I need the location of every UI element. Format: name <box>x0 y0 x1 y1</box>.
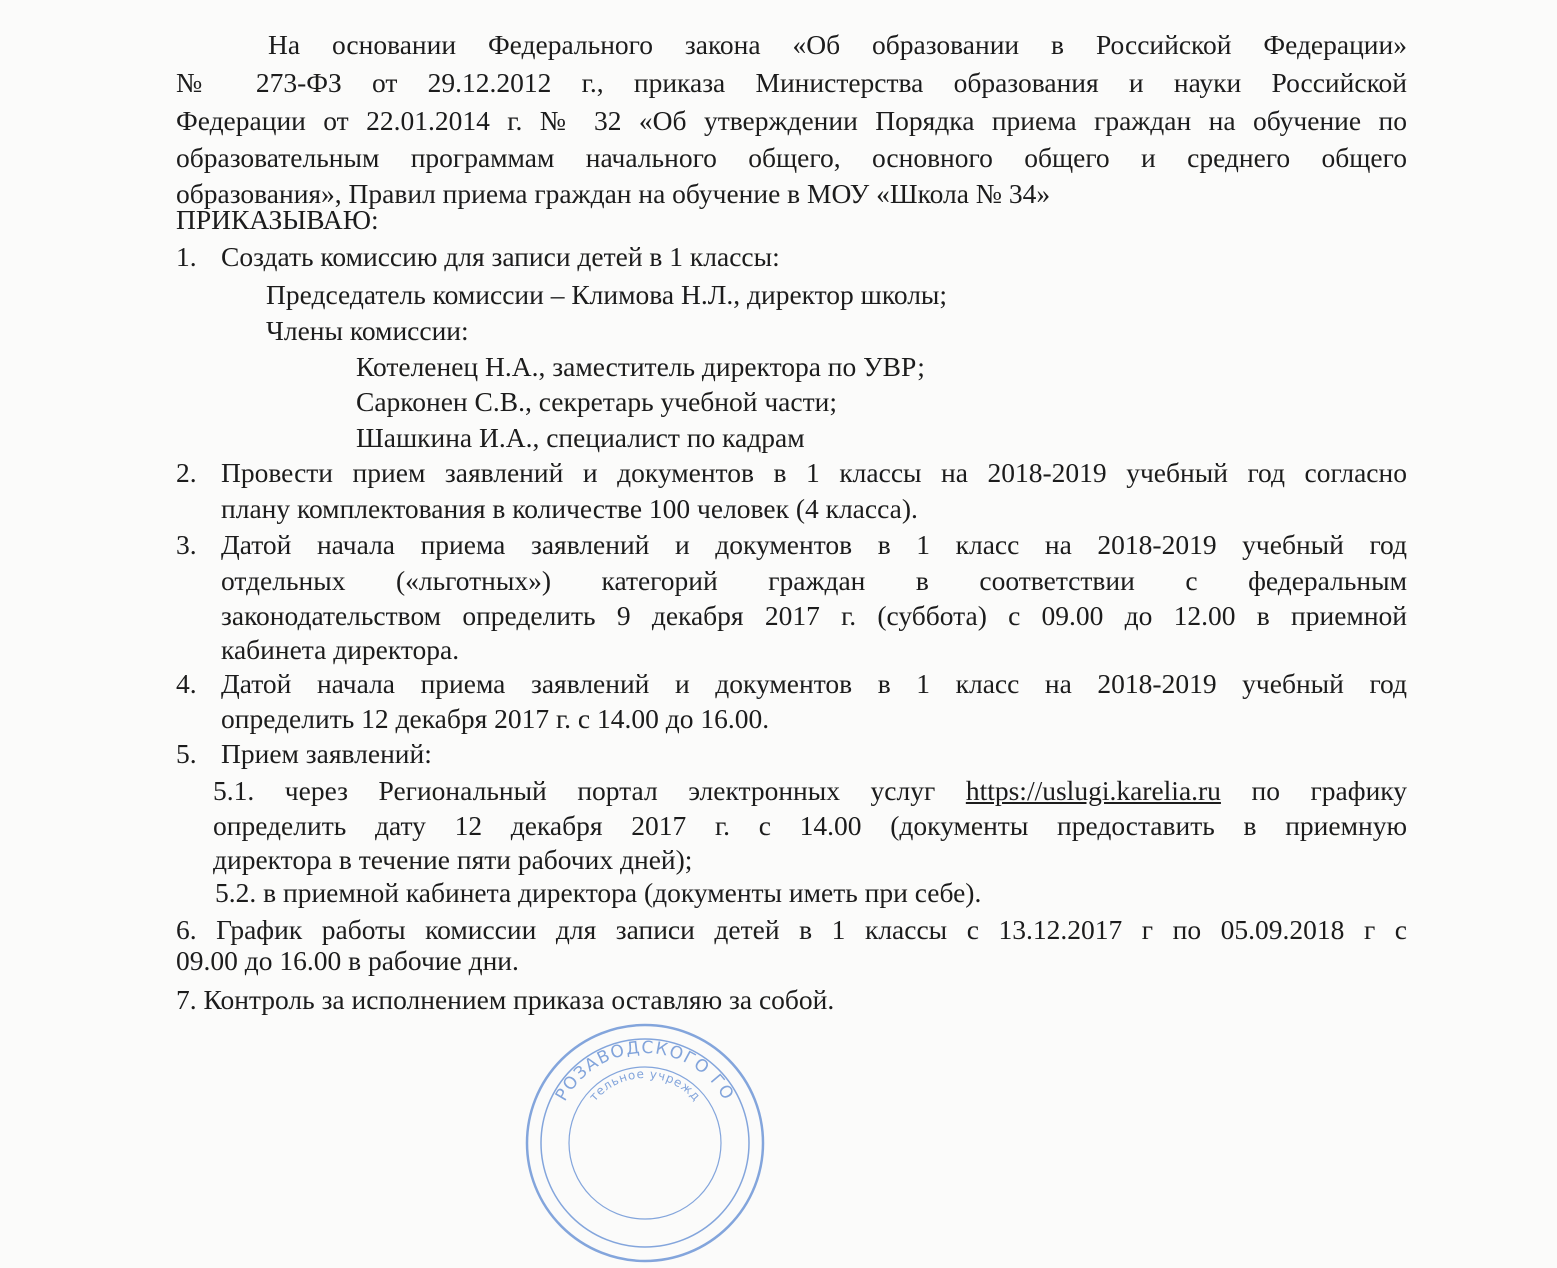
item-4-line-1: Датой начала приема заявлений и документов в 1 класс на 2018-2019 учебный год <box>221 668 1407 699</box>
item-3-number: 3. <box>176 529 197 560</box>
item-6-line-1: 6. График работы комиссии для записи детей в 1 классы с 13.12.2017 г по 05.09.2018 г с <box>176 914 1407 945</box>
item-1-number: 1. <box>176 241 197 272</box>
item-2-line-1: Провести прием заявлений и документов в 1 классы на 2018-2019 учебный год согласно <box>221 457 1407 488</box>
svg-text:РОЗАВОДСКОГО ГО: РОЗАВОДСКОГО ГО <box>551 1037 739 1105</box>
item-4-number: 4. <box>176 668 197 699</box>
item-7: 7. Контроль за исполнением приказа оставляю за собой. <box>176 984 835 1015</box>
item-5-1-after: по графику <box>1251 775 1408 806</box>
item-1-text: Создать комиссию для записи детей в 1 классы: <box>221 241 780 272</box>
item-5-text: Прием заявлений: <box>221 738 432 769</box>
item-5-1-line-2: определить дату 12 декабря 2017 г. с 14.00 (документы предоставить в приемную <box>213 810 1407 841</box>
item-3-line-3: законодательством определить 9 декабря 2017 г. (суббота) с 09.00 до 12.00 в приемной <box>221 600 1407 631</box>
official-seal-icon <box>520 1018 770 1268</box>
item-3-line-2: отдельных («льготных») категорий граждан в соответствии с федеральным <box>221 565 1407 596</box>
commission-member-3: Шашкина И.А., специалист по кадрам <box>356 422 805 453</box>
svg-text:тельное учрежд: тельное учрежд <box>586 1066 704 1104</box>
portal-link[interactable]: https://uslugi.karelia.ru <box>965 775 1221 806</box>
commission-members-label: Члены комиссии: <box>266 315 469 346</box>
commission-chair: Председатель комиссии – Климова Н.Л., директор школы; <box>266 279 948 310</box>
commission-member-2: Сарконен С.В., секретарь учебной части; <box>356 386 837 417</box>
preamble-line-3: Федерации от 22.01.2014 г. № 32 «Об утверждении Порядка приема граждан на обучение по <box>176 105 1407 136</box>
item-5-1-line-3: директора в течение пяти рабочих дней); <box>213 844 693 875</box>
preamble-line-2: № 273-ФЗ от 29.12.2012 г., приказа Министерства образования и науки Российской <box>176 67 1407 98</box>
item-3-line-4: кабинета директора. <box>221 634 460 665</box>
commission-member-1: Котеленец Н.А., заместитель директора по УВР; <box>356 351 925 382</box>
item-4-line-2: определить 12 декабря 2017 г. с 14.00 до 16.00. <box>221 703 770 734</box>
preamble-line-5: образования», Правил приема граждан на обучение в МОУ «Школа № 34» <box>176 178 1051 209</box>
preamble-line-4: образовательным программам начального общего, основного общего и среднего общего <box>176 142 1407 173</box>
preamble-line-1: На основании Федерального закона «Об образовании в Российской Федерации» <box>268 29 1407 60</box>
item-5-1-line-1 <box>213 774 1407 808</box>
item-3-line-1: Датой начала приема заявлений и документов в 1 класс на 2018-2019 учебный год <box>221 529 1407 560</box>
item-2-line-2: плану комплектования в количестве 100 человек (4 класса). <box>221 493 918 524</box>
item-6-line-2: 09.00 до 16.00 в рабочие дни. <box>176 945 519 976</box>
item-5-2: 5.2. в приемной кабинета директора (документы иметь при себе). <box>215 877 982 908</box>
item-5-number: 5. <box>176 738 197 769</box>
item-2-number: 2. <box>176 457 197 488</box>
item-5-1-before: 5.1. через Региональный портал электронных услуг <box>213 775 936 806</box>
order-word: ПРИКАЗЫВАЮ: <box>176 204 379 235</box>
